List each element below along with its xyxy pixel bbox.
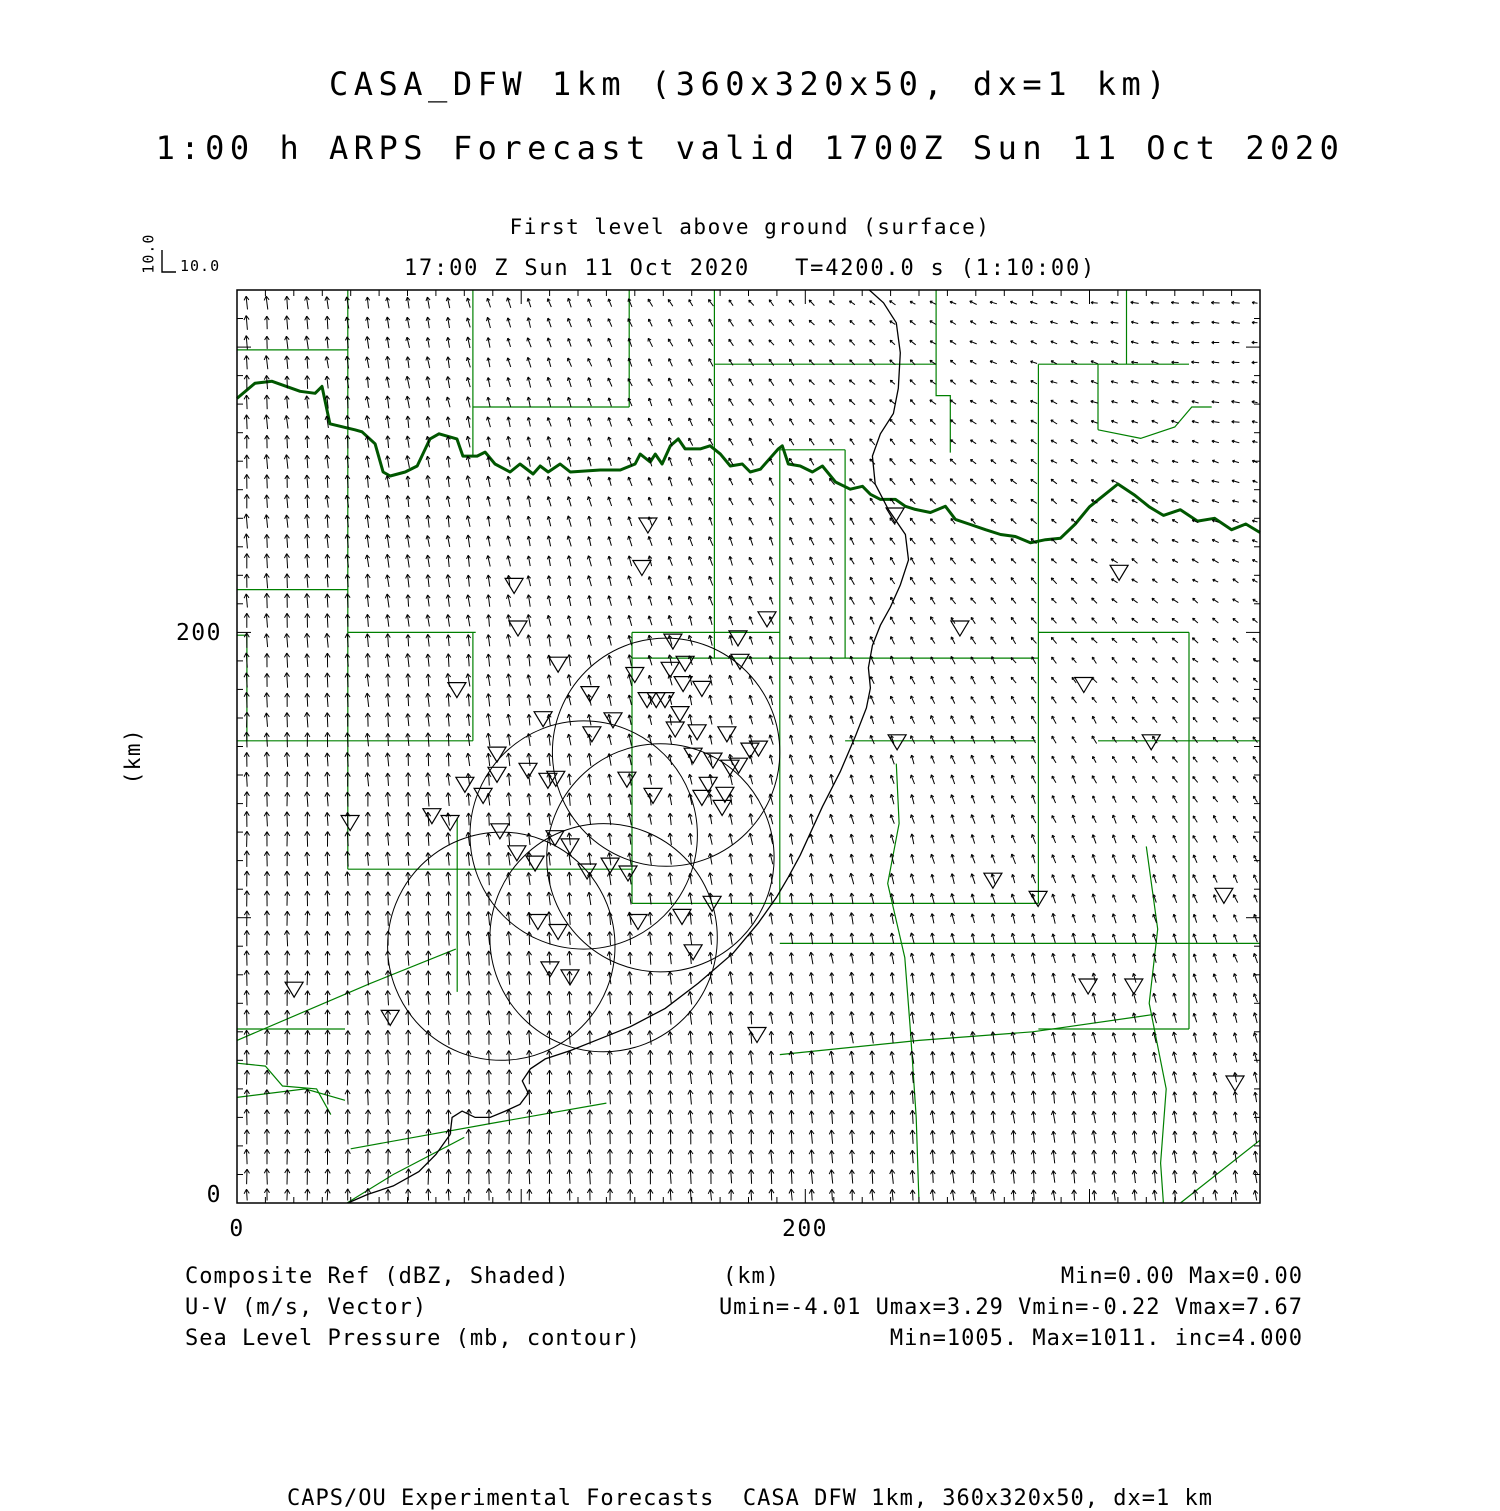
station-marker: [639, 518, 657, 533]
station-marker: [505, 578, 523, 593]
x-axis-tick-0: 0: [217, 1216, 257, 1242]
station-marker: [647, 693, 665, 708]
station-marker: [529, 915, 547, 930]
legend-field3-stats: Min=1005. Max=1011. inc=4.000: [700, 1326, 1303, 1351]
station-marker: [664, 634, 682, 649]
station-marker: [671, 707, 689, 722]
station-marker: [1079, 979, 1097, 994]
radar-range-rings: [388, 638, 780, 1060]
station-marker: [638, 693, 656, 708]
station-marker: [688, 725, 706, 740]
county-line: [1180, 1140, 1260, 1203]
station-marker: [1215, 888, 1233, 903]
station-marker: [491, 824, 509, 839]
station-marker: [629, 915, 647, 930]
legend-field3-label: Sea Level Pressure (mb, contour): [185, 1326, 641, 1351]
map-border: [237, 290, 1260, 1203]
station-marker: [951, 621, 969, 636]
station-marker: [285, 982, 303, 997]
station-marker: [619, 866, 637, 881]
state-border: [237, 381, 1260, 543]
station-marker: [509, 621, 527, 636]
station-marker: [583, 727, 601, 742]
station-marker: [519, 763, 537, 778]
station-marker: [1125, 979, 1143, 994]
level-subtitle: First level above ground (surface): [0, 215, 1500, 239]
station-marker: [549, 925, 567, 940]
county-boundaries: [237, 290, 1260, 1203]
station-marker: [684, 945, 702, 960]
radar-range-ring: [470, 721, 697, 949]
legend-field2-stats: Umin=-4.01 Umax=3.29 Vmin=-0.22 Vmax=7.67: [700, 1295, 1303, 1320]
footer-credit: CAPS/OU Experimental Forecasts CASA DFW 1km, 360x320x50, dx=1 km: [0, 1486, 1500, 1511]
station-marker: [693, 681, 711, 696]
station-marker: [673, 909, 691, 924]
legend-field1-stats: Min=0.00 Max=0.00: [700, 1264, 1303, 1289]
plot-title-line1: CASA_DFW 1km (360x320x50, dx=1 km): [0, 66, 1500, 103]
station-marker: [644, 788, 662, 803]
station-marker: [713, 800, 731, 815]
station-marker: [381, 1010, 399, 1025]
station-marker: [666, 722, 684, 737]
y-axis-unit-label: (km): [121, 726, 145, 786]
vector-key: [162, 250, 176, 272]
y-axis-tick-0: 0: [158, 1182, 222, 1208]
station-marker: [718, 727, 736, 742]
radar-range-ring: [547, 744, 774, 972]
station-marker: [549, 657, 567, 672]
station-marker: [656, 693, 674, 708]
vector-key-mark: [162, 250, 176, 272]
station-marker: [441, 816, 459, 831]
county-line: [351, 1103, 607, 1149]
station-marker: [448, 683, 466, 698]
county-line: [1146, 846, 1166, 1203]
station-marker: [341, 816, 359, 831]
county-line: [936, 290, 950, 453]
valid-time-line: 17:00 Z Sun 11 Oct 2020 T=4200.0 s (1:10:00): [0, 256, 1500, 281]
county-line: [237, 949, 456, 1040]
map-frame: [237, 290, 1260, 1203]
station-marker: [731, 654, 749, 669]
station-marker: [633, 561, 651, 576]
station-marker: [1142, 735, 1160, 750]
station-marker: [1110, 565, 1128, 580]
station-marker: [1226, 1076, 1244, 1091]
vector-key-vertical-label: 10.0: [140, 232, 157, 276]
county-line: [780, 1015, 1152, 1055]
x-axis-unit-label: (km): [723, 1264, 780, 1289]
legend-field2-label: U-V (m/s, Vector): [185, 1295, 427, 1320]
y-axis-tick-200: 200: [158, 620, 222, 646]
county-line: [237, 1089, 345, 1100]
county-line: [237, 1063, 331, 1114]
station-marker: [618, 772, 636, 787]
vector-key-horizontal-label: 10.0: [180, 258, 220, 275]
state-border-river-line: [237, 381, 1260, 543]
station-marker: [661, 662, 679, 677]
station-marker: [1075, 678, 1093, 693]
pressure-contour-line: [348, 290, 909, 1203]
pressure-contour: [348, 290, 909, 1203]
legend-field1-label: Composite Ref (dBZ, Shaded): [185, 1264, 570, 1289]
plot-title-line2: 1:00 h ARPS Forecast valid 1700Z Sun 11 Oct 2020: [0, 130, 1500, 167]
county-line: [1098, 407, 1212, 438]
station-marker: [508, 846, 526, 861]
x-axis-tick-200: 200: [771, 1216, 839, 1242]
station-marker: [604, 713, 622, 728]
station-marker: [674, 677, 692, 692]
radar-range-ring: [388, 832, 615, 1060]
station-marker: [456, 777, 474, 792]
